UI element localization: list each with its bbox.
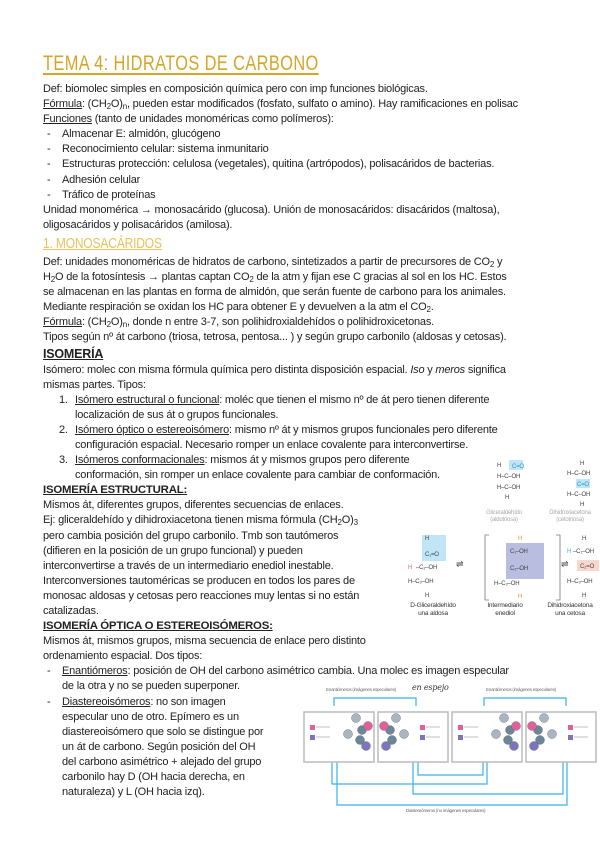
t: (tanto de unidades monoméricas como polímeros): [91,113,334,126]
t: y [424,363,436,376]
svg-text:C₁–OH: C₁–OH [510,549,528,555]
atom-ball [362,742,371,751]
t: 2 [50,275,55,285]
svg-text:H: H [582,593,587,599]
text-line: (difieren en la posición de un grupo funcional) y pueden [43,544,303,557]
text-line: pero cambia posición del grupo carbonilo. Tmb son tautómeros [43,529,339,542]
t: significa [464,363,506,376]
numbered-item-cont: localización de sus át o grupos funcionales. [75,408,279,421]
t: O) [341,514,354,527]
t: Enantiómeros [62,665,128,678]
y-group-mark [458,735,463,740]
formula-label: Fórmula [43,316,82,329]
mono-line [43,270,600,285]
atom-ball [492,730,501,739]
text-line: ordenamiento espacial. Dos tipos: [43,650,203,663]
t: de la atm y fijan ese C gracias al sol en los HC. Estos [253,271,507,284]
intro-def: Def: biomolec simples en composición química pero con imp funciones biológicas. [43,83,428,95]
text-line: del carbono asimétrico + alejado del grupo [62,755,262,768]
atom-ball [512,722,521,731]
t: Isómero: molec con misma fórmula química pero distinta disposición espacial. [43,363,411,376]
svg-text:H: H [505,495,510,501]
intro-formula [43,97,600,112]
enantiomers-label-2: Enantiómeros (imágenes especulares) [486,687,557,692]
text-line: un át de carbono. Según posición del OH [62,740,256,753]
svg-text:H: H [518,594,523,600]
mono-tipos: Tipos según nº át carbono (triosa, tetrosa, pentosa... ) y según grupo carbonilo (aldosas y cetosas). [43,331,507,344]
t: 2. [59,423,68,436]
atom-ball [400,730,409,739]
list-item: - Tráfico de proteínas [47,188,156,201]
atom-ball [382,742,391,751]
atom-ball [540,714,549,723]
svg-text:H: H [425,536,430,542]
t: n [122,102,127,112]
t: Estructuras protección: celulosa (vegetales), quitina (artrópodos), polisacáridos de bacterias. [62,158,495,171]
t: : no son imagen [150,695,226,708]
text-line: Interconversiones tautoméricas se producen en todos los pares de [43,574,355,587]
list-item: - Adhesión celular [47,173,141,186]
y-group-mark [310,735,315,740]
t: , pueden estar modificados (fosfato, sulfato o amino). Hay ramificaciones en polisac [126,98,518,111]
atom-ball [364,722,373,731]
svg-text:H: H [580,461,585,467]
tautomer-structures [404,455,600,605]
atom-ball [528,722,537,731]
t: H [43,271,51,284]
stereoisomer-diagram [300,682,600,842]
numbered-item [43,393,600,408]
svg-text:⇌: ⇌ [456,559,464,569]
atom-ball [530,742,539,751]
t: Isómeros conformacionales [75,454,205,467]
t: 3 [353,518,358,528]
t: 1. [59,393,68,406]
t: D-Gliceraldehído [410,602,456,609]
t: Ej: gliceraldehído y dihidroxiacetona tienen misma fórmula (CH [43,514,338,527]
svg-text:C₂=O: C₂=O [580,564,595,570]
t: 3. [59,454,68,467]
t: 2 [106,320,111,330]
text-line: carbonilo hay D (OH hacia derecha, en [62,771,245,784]
t: O de la fotosíntesis → plantas captan CO [55,271,250,284]
svg-text:H–C–OH: H–C–OH [567,492,591,498]
t: 2 [426,305,431,315]
x-group-mark [420,725,425,730]
caption-gliceraldehido: Gliceraldehído (aldotriosa) [486,510,522,523]
atom-ball [500,714,509,723]
t: 2 [489,259,495,269]
stereoisomer-figure [300,682,600,842]
section-heading-isomeria: ISOMERÍA [43,346,104,361]
text-line: Mismos át, mismos grupos, misma secuencia de enlace pero distinto [43,635,366,648]
atom-ball [548,730,557,739]
svg-text:⇌: ⇌ [561,559,569,569]
x-group-mark [310,725,315,730]
t: 2 [249,275,254,285]
t: , donde n entre 3-7, son polihidroxialdehídos o polihidroxicetonas. [126,316,434,329]
t: Isómero óptico o estereoisómero [75,423,229,436]
t: Isómero estructural o funcional [75,393,220,406]
svg-text:H–C₃–OH: H–C₃–OH [494,581,520,587]
atom-ball [352,714,361,723]
numbered-item [43,423,600,438]
svg-text:H–C₃–OH: H–C₃–OH [567,579,593,585]
formula-label: Fórmula [43,98,82,111]
svg-text:H: H [580,502,585,508]
t: O) [110,316,123,329]
text-line: de la otra y no se pueden superponer. [62,680,240,693]
svg-text:H: H [497,463,502,469]
handwritten-note: en espejo [412,683,449,692]
enantiomers-label-1: Enantiómeros (imágenes especulares) [326,687,397,692]
t: y [494,255,503,268]
svg-text:H: H [518,536,523,542]
t: : (CH [81,98,107,111]
atom-ball [344,730,353,739]
list-item: - Reconocimiento celular: sistema inmunitario [47,143,269,156]
intro-unidad-2: oligosacáridos y polisacáridos (amilosa). [43,218,233,231]
t: una cetosa [555,610,585,617]
isomeria-def-2: mismas partes. Tipos: [43,378,146,391]
t: : posición de OH del carbono asimétrico cambia. Una molec es imagen especular [127,665,509,678]
x-group-mark [458,725,463,730]
numbered-item-cont: conformación, sin romper un enlace covalente para cambiar de conformación. [75,469,440,482]
section-heading-estructural: ISOMERÍA ESTRUCTURAL: [43,484,188,497]
svg-text:H–C–OH: H–C–OH [567,471,591,477]
list-item: - Almacenar E: almidón, glucógeno [47,128,221,141]
t: Def: unidades monoméricas de hidratos de carbono, sintetizados a partir de precursores de CO [43,255,490,268]
funciones-label: Funciones [43,113,92,126]
svg-text:H: H [582,536,587,542]
t: Mediante respiración se oxidan los HC para obtener E y devuelven a la atm el CO [43,301,427,314]
t: . [430,301,434,314]
text-line: Mismos át, diferentes grupos, diferentes secuencias de enlaces. [43,499,344,512]
text-line: especular uno de otro. Epímero es un [62,710,239,723]
atom-ball [510,742,519,751]
t: Intermediario [487,602,523,609]
tautomer-figure [404,455,600,605]
t: Almacenar E: almidón, glucógeno [62,128,221,141]
text-line: interconvertirse a través de un intermediario enediol inestable. [43,559,334,572]
t: Reconocimiento celular: sistema inmunitario [62,143,269,156]
text-line: naturaleza) y L (OH hacia izq). [62,786,205,799]
svg-text:H: H [425,593,430,599]
svg-text:C₂–OH: C₂–OH [510,566,528,572]
t: Dihidroxiacetona [547,602,593,609]
svg-text:–C₂–OH: –C₂–OH [416,565,438,571]
t: una aldosa [418,610,448,617]
y-group-mark [420,735,425,740]
isomeria-def [43,363,600,378]
svg-text:C=O: C=O [577,482,589,488]
svg-text:–C₁–OH: –C₁–OH [573,549,594,555]
caption-intermediario [475,602,535,618]
section-heading-optica: ISOMERÍA ÓPTICA O ESTEREOISÓMEROS: [43,620,273,633]
t: : (CH [81,316,107,329]
mono-line [43,300,600,315]
t: meros [435,363,465,376]
caption-d-gliceraldehido [403,602,463,618]
t: 2 [106,102,111,112]
t: Adhesión celular [62,173,141,186]
list-item: - Estructuras protección: celulosa (vegetales), quitina (artrópodos), polisacáridos de bacterias. [47,158,495,171]
intro-funciones [43,112,600,127]
t: enediol [495,610,515,617]
t: Tráfico de proteínas [62,188,156,201]
t: O) [110,98,123,111]
y-group-mark [568,735,573,740]
text-line: monosac aldosas y cetosas pero reacciones muy lentas si no están [43,589,360,602]
svg-text:H: H [408,565,413,571]
caption-dihidroxiacetona: Dihidroxiacetona (cetotriosa) [549,510,591,523]
t: Iso [410,363,425,376]
t: 2 [337,518,342,528]
list-item-diastereoisomeros: - Diastereoisómeros: no son imagen [47,695,226,708]
mono-line [43,255,600,270]
t: Diastereoisómeros [62,695,151,708]
t: : mismos át y mismos grupos pero diferente [204,454,410,467]
mono-line: se almacenan en las plantas en forma de almidón, que serán fuente de carbono para los animales. [43,286,506,299]
text-line: diastereoisómero que solo se distingue por [62,725,264,738]
t: : mismo nº át y mismos grupos funcionales pero diferente [229,423,498,436]
svg-text:C₁=O: C₁=O [425,552,439,558]
page-title: TEMA 4: HIDRATOS DE CARBONO [43,52,319,75]
intro-unidad: Unidad monomérica → monosacárido (glucosa). Unión de monosacáridos: disacáridos (maltosa), [43,203,500,216]
x-group-mark [568,725,573,730]
atom-ball [380,722,389,731]
svg-text:H: H [567,549,572,555]
list-item-enantiomeros: - Enantiómeros: posición de OH del carbono asimétrico cambia. Una molec es imagen especular [47,665,509,678]
t: : moléc que tienen el mismo nº de át pero tienen diferente [219,393,490,406]
svg-text:C=O: C=O [512,464,524,470]
mono-formula [43,315,600,330]
caption-dihidroxiacetona-cetosa [540,602,600,618]
svg-text:H–C–OH: H–C–OH [497,474,521,480]
svg-text:H–C–OH: H–C–OH [497,485,521,491]
section-heading-monosacaridos: 1. MONOSACÁRIDOS [43,234,162,252]
atom-ball [392,714,401,723]
svg-text:H–C₃–OH: H–C₃–OH [408,579,434,585]
numbered-item-cont: configuración espacial. Necesario romper un enlace covalente para interconvertirse. [75,438,469,451]
t: n [122,320,127,330]
diastereomers-label: Diastereómeros (no imágenes especulares) [406,808,486,813]
text-line: catalizadas. [43,605,99,617]
